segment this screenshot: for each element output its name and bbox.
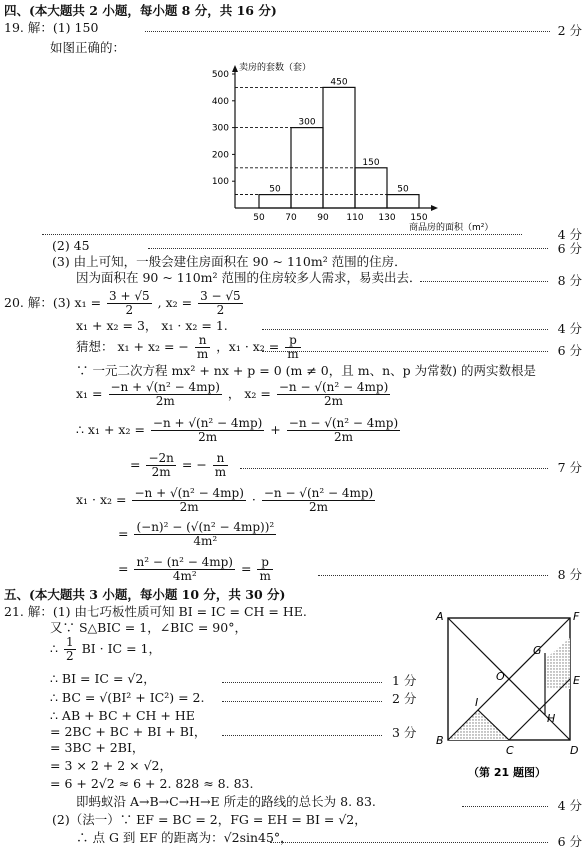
bar-value-label: 50: [269, 184, 281, 195]
shaded-region: [545, 638, 570, 689]
q19-line4: (3) 由上可知，一般会建住房面积在 90 ~ 110m² 范围的住房．: [52, 254, 407, 269]
q20-line6: ∴ x₁ + x₂ = $\frac{\text{−n + √(n² − 4mp)}}{2m}$ + $\frac{\text{−n − √(n² − 4mp)}}{2m}$: [76, 416, 399, 444]
score: 7 分: [557, 460, 582, 475]
leader-dots: [222, 682, 382, 683]
fraction: $\frac{\text{−n + √(n² − 4mp)}}{2m}$: [152, 416, 263, 444]
histogram-bar: [355, 168, 387, 208]
fraction: $\frac{-2n}{2m}$: [148, 451, 174, 479]
q19-line3: (2) 45: [52, 238, 90, 253]
bar-value-label: 50: [397, 184, 409, 195]
q21-line8: = 3BC + 2BI，: [50, 740, 145, 755]
x-tick-label: 110: [346, 213, 364, 223]
score: 2 分: [392, 691, 417, 706]
score: 4 分: [557, 227, 582, 242]
q20-line4: ∵ 一元二次方程 mx² + nx + p = 0 (m ≠ 0，且 m、n、p 为常数) 的两实数根是: [76, 363, 536, 378]
q21-line6: ∴ AB + BC + CH + HE: [50, 708, 195, 723]
q21-line2: 又∵ S△BIC = 1，∠BIC = 90°，: [50, 620, 247, 635]
fraction: $\frac{3 - √5}{2}$: [200, 289, 241, 317]
x-tick-label: 130: [378, 213, 396, 223]
histogram-bar: [387, 195, 419, 208]
tangram-figure: [430, 608, 588, 784]
q19-line1: 19. 解：(1) 150: [4, 20, 99, 35]
q19-line5: 因为面积在 90 ~ 110m² 范围的住房较多人需求，易卖出去．: [76, 270, 422, 285]
x-axis-label: 商品房的面积（m²）: [409, 223, 494, 233]
x-tick-label: 150: [410, 213, 428, 223]
score: 2 分: [557, 23, 582, 38]
bar-value-label: 450: [330, 77, 348, 88]
leader-dots: [462, 806, 548, 807]
q20-line3: 猜想： x₁ + x₂ = − $\frac{n}{m}$ ，x₁ · x₂ = $\frac{p}{m}$: [76, 333, 299, 361]
y-tick-label: 300: [211, 123, 229, 134]
q21-line12: (2)（法一）∵ EF = BC = 2，FG = EH = BI = √2，: [52, 812, 367, 827]
fraction: $\frac{n}{m}$: [214, 451, 227, 479]
score: 4 分: [557, 798, 582, 813]
q21-line11: 即蚂蚁沿 A→B→C→H→E 所走的路线的总长为 8. 83.: [76, 794, 376, 809]
fraction: $\frac{p}{m}$: [287, 333, 299, 361]
q20-line7: = $\frac{-2n}{2m}$ = − $\frac{n}{m}$: [130, 451, 227, 479]
leader-dots: [420, 281, 548, 282]
section5-header: 五、(本大题共 3 小题，每小题 10 分，共 30 分): [4, 587, 286, 602]
point-label-b: B: [436, 734, 444, 747]
leader-dots: [270, 842, 548, 843]
q21-line9: = 3 × 2 + 2 × √2，: [50, 758, 172, 773]
fraction: $\frac{\text{n² − (n² − 4mp)}}{\text{4m²}}$: [136, 555, 233, 583]
point-label-a: A: [436, 610, 444, 623]
y-tick-label: 400: [211, 96, 229, 107]
point-label-g: G: [533, 644, 542, 657]
q21-line13: ∴ 点 G 到 EF 的距离为：√2sin45°，: [76, 830, 293, 845]
leader-dots: [145, 31, 550, 32]
score: 6 分: [557, 834, 582, 849]
score: 4 分: [557, 321, 582, 336]
y-tick-label: 200: [211, 150, 229, 161]
y-axis-label: 卖房的套数（套）: [239, 63, 312, 73]
bar-value-label: 300: [298, 117, 316, 128]
leader-dots: [148, 248, 548, 249]
fraction: $\frac{\text{(−n)² − (√(n² − 4mp))²}}{\text{4m²}}$: [136, 520, 275, 548]
point-label-c: C: [506, 744, 514, 757]
q20-line10: = $\frac{\text{n² − (n² − 4mp)}}{\text{4m²}}$ = $\frac{p}{m}$: [118, 555, 271, 583]
point-label-e: E: [573, 674, 580, 687]
fraction: $\frac{3 + √5}{2}$: [109, 289, 150, 317]
fraction: $\frac{\text{−n − √(n² − 4mp)}}{2m}$: [288, 416, 399, 444]
score: 8 分: [557, 567, 582, 582]
fraction: $\frac{1}{2}$: [65, 635, 74, 663]
score: 6 分: [557, 343, 582, 358]
point-label-d: D: [570, 744, 579, 757]
histogram-bar: [259, 195, 291, 208]
q21-line5: ∴ BC = √(BI² + IC²) = 2.: [50, 690, 205, 705]
score: 8 分: [557, 273, 582, 288]
x-axis-arrow: [431, 205, 438, 211]
section4-header: 四、(本大题共 2 小题，每小题 8 分，共 16 分): [4, 3, 277, 18]
point-label-o: O: [496, 670, 505, 683]
score: 6 分: [557, 241, 582, 256]
leader-dots: [222, 701, 382, 702]
q21-line4: ∴ BI = IC = √2，: [50, 671, 156, 686]
histogram-bar: [323, 87, 355, 208]
q20-line5: x₁ = $\frac{\text{−n + √(n² − 4mp)}}{2m}$ ， x₂ = $\frac{\text{−n − √(n² − 4mp)}}{2m}$: [76, 380, 389, 408]
x-tick-label: 90: [317, 213, 329, 223]
point-label-i: I: [475, 696, 479, 709]
bar-value-label: 150: [362, 157, 380, 168]
x-tick-label: 50: [253, 213, 265, 223]
q21-line3: ∴ $\frac{1}{2}$ BI · IC = 1，: [50, 635, 161, 663]
leader-dots: [42, 234, 522, 235]
leader-dots: [262, 329, 548, 330]
shaded-region: [448, 710, 509, 740]
q20-line2: x₁ + x₂ = 3， x₁ · x₂ = 1.: [76, 318, 228, 333]
q20-line8: x₁ · x₂ = $\frac{\text{−n + √(n² − 4mp)}}{2m}$ · $\frac{\text{−n − √(n² − 4mp)}}{2m}$: [76, 486, 374, 514]
histogram-chart: [195, 58, 525, 238]
leader-dots: [318, 575, 548, 576]
fraction: $\frac{n}{m}$: [196, 333, 209, 361]
point-label-f: F: [573, 610, 580, 623]
fraction: $\frac{\text{−n + √(n² − 4mp)}}{2m}$: [110, 380, 220, 408]
q21-line1: 21. 解：(1) 由七巧板性质可知 BI = IC = CH = HE.: [4, 604, 307, 619]
q20-line1: 20. 解：(3) x₁ = $\frac{3 + √5}{2}$ , x₂ = $\frac{3 - √5}{2}$: [4, 289, 241, 317]
fraction: $\frac{p}{m}$: [259, 555, 271, 583]
fraction: $\frac{\text{−n − √(n² − 4mp)}}{2m}$: [278, 380, 389, 408]
q21-line7: = 2BC + BC + BI + BI，: [50, 724, 207, 739]
q19-line2: 如图正确的：: [50, 40, 126, 55]
leader-dots: [240, 468, 548, 469]
fraction: $\frac{\text{−n − √(n² − 4mp)}}{2m}$: [263, 486, 374, 514]
y-axis-arrow: [232, 65, 238, 72]
score: 3 分: [392, 725, 417, 740]
q20-line9: = $\frac{\text{(−n)² − (√(n² − 4mp))²}}{\text{4m²}}$: [118, 520, 275, 548]
q21-line10: = 6 + 2√2 ≈ 6 + 2. 828 ≈ 8. 83.: [50, 776, 254, 791]
leader-dots: [262, 351, 548, 352]
x-tick-label: 70: [285, 213, 297, 223]
figure-caption: （第 21 题图）: [468, 766, 546, 779]
point-label-h: H: [547, 712, 556, 725]
y-tick-label: 100: [211, 177, 229, 188]
score: 1 分: [392, 673, 417, 688]
fraction: $\frac{\text{−n + √(n² − 4mp)}}{2m}$: [134, 486, 244, 514]
y-tick-label: 500: [211, 70, 229, 80]
leader-dots: [222, 735, 382, 736]
